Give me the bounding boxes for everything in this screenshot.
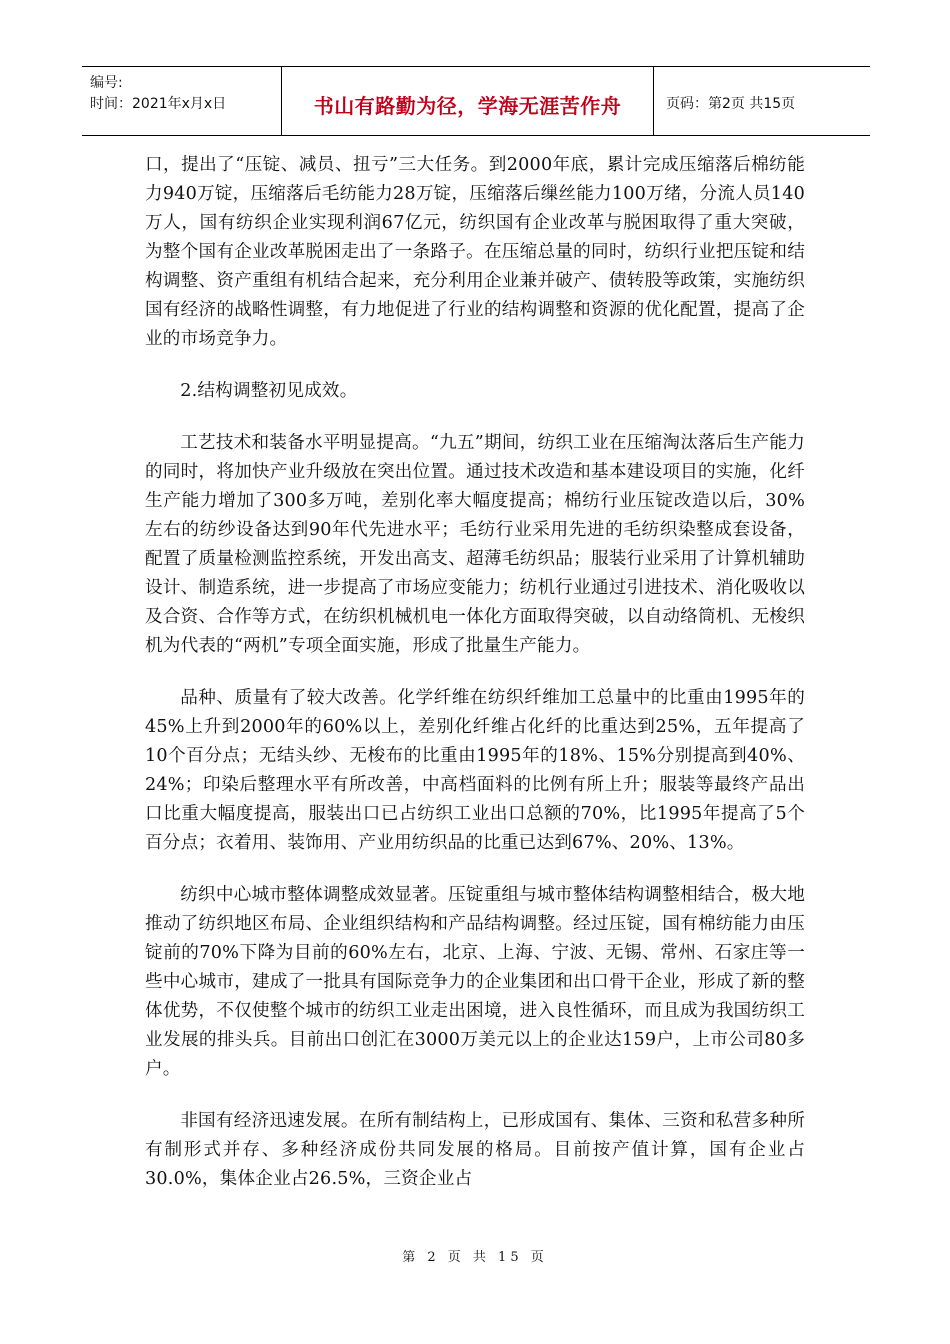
header-motto: 书山有路勤为径，学海无涯苦作舟	[313, 93, 622, 118]
paragraph-cities: 纺织中心城市整体调整成效显著。压锭重组与城市整体结构调整相结合，极大地推动了纺织地区布局、企业组织结构和产品结构调整。经过压锭，国有棉纺能力由压锭前的70%下降为目前的60%左右，北京、上海、宁波、无锡、常州、石家庄等一些中心城市，建成了一批具有国际竞争力的企业集团和出口骨干企业，形成了新的整体优势，不仅使整个城市的纺织工业走出困境，进入良性循环，而且成为我国纺织工业发展的排头兵。目前出口创汇在3000万美元以上的企业达159户，上市公司80多户。	[145, 885, 805, 1079]
paragraph-continuation: 口，提出了“压锭、减员、扭亏”三大任务。到2000年底，累计完成压缩落后棉纺能力940万锭，压缩落后毛纺能力28万锭，压缩落后缫丝能力100万绪，分流人员140万人，国有纺织企业实现利润67亿元，纺织国有企业改革与脱困取得了重大突破，为整个国有企业改革脱困走出了一条路子。在压缩总量的同时，纺织行业把压锭和结构调整、资产重组有机结合起来，充分利用企业兼并破产、债转股等政策，实施纺织国有经济的战略性调整，有力地促进了行业的结构调整和资源的优化配置，提高了企业的市场竞争力。	[145, 155, 805, 349]
page-footer: 第 2 页 共 15 页	[402, 1250, 548, 1265]
header-page-info-cell	[654, 67, 870, 135]
paragraph-quality: 品种、质量有了较大改善。化学纤维在纺织纤维加工总量中的比重由1995年的45%上升到2000年的60%以上，差别化纤维占化纤的比重达到25%，五年提高了10个百分点；无结头纱、无梭布的比重由1995年的18%、15%分别提高到40%、24%；印染后整理水平有所改善，中高档面料的比例有所上升；服装等最终产品出口比重大幅度提高，服装出口已占纺织工业出口总额的70%，比1995年提高了5个百分点；衣着用、装饰用、产业用纺织品的比重已达到67%、20%、13%。	[145, 688, 805, 853]
document-number-label: 编号:	[90, 75, 123, 91]
header-motto-cell	[282, 67, 654, 135]
document-date-label: 时间：2021年x月x日	[90, 96, 227, 112]
header-page-info: 页码：第2页 共15页	[666, 96, 796, 112]
section-heading: 2.结构调整初见成效。	[180, 381, 358, 401]
paragraph-technology: 工艺技术和装备水平明显提高。“九五”期间，纺织工业在压缩淘汰落后生产能力的同时，将加快产业升级放在突出位置。通过技术改造和基本建设项目的实施，化纤生产能力增加了300多万吨，差别化率大幅度提高；棉纺行业压锭改造以后，30%左右的纺纱设备达到90年代先进水平；毛纺行业采用先进的毛纺织染整成套设备，配置了质量检测监控系统，开发出高支、超薄毛纺织品；服装行业采用了计算机辅助设计、制造系统，进一步提高了市场应变能力；纺机行业通过引进技术、消化吸收以及合资、合作等方式，在纺织机械机电一体化方面取得突破，以自动络筒机、无梭织机为代表的“两机”专项全面实施，形成了批量生产能力。	[145, 433, 805, 656]
document-body	[145, 151, 805, 1217]
page-header	[82, 66, 870, 136]
paragraph-non-state: 非国有经济迅速发展。在所有制结构上，已形成国有、集体、三资和私营多种所有制形式并存、多种经济成份共同发展的格局。目前按产值计算，国有企业占30.0%，集体企业占26.5%，三资企业占	[145, 1111, 805, 1189]
header-meta	[82, 67, 282, 135]
